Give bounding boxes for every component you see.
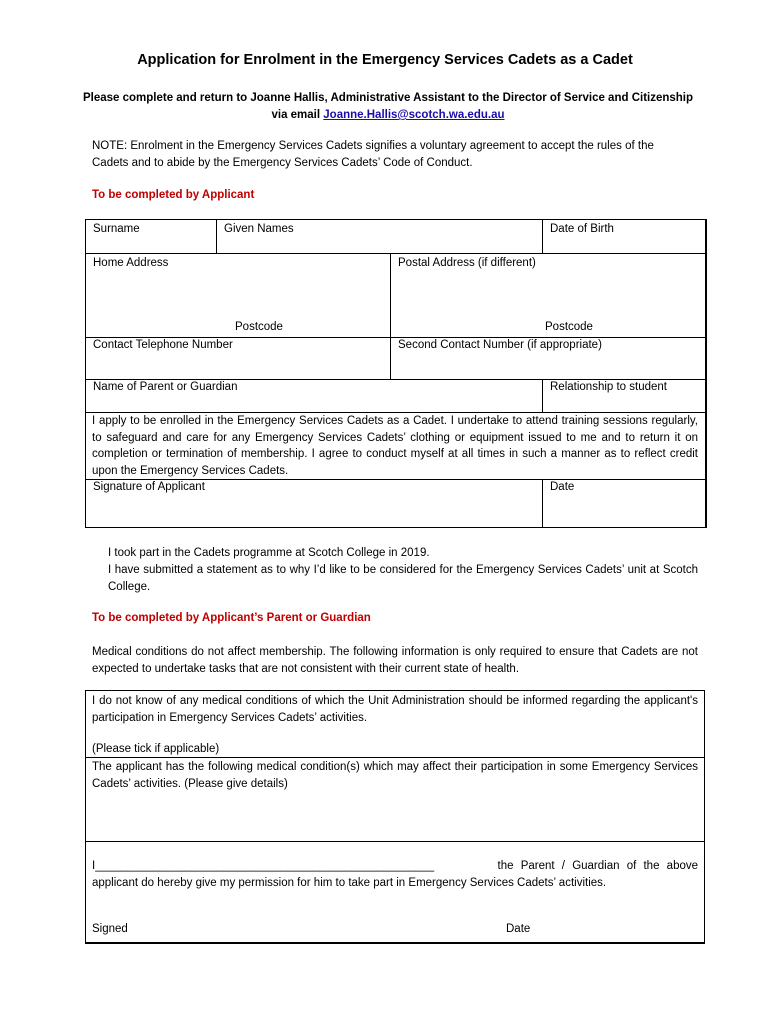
contact-phone-label: Contact Telephone Number — [93, 339, 233, 351]
no-conditions-cell[interactable] — [85, 690, 705, 758]
given-names-cell[interactable] — [216, 219, 543, 254]
home-postcode-label: Postcode — [235, 321, 283, 333]
surname-label: Surname — [93, 223, 140, 235]
relationship-label: Relationship to student — [550, 381, 667, 393]
dob-cell[interactable] — [542, 219, 707, 254]
permission-cell — [85, 841, 705, 944]
relationship-cell[interactable] — [542, 379, 707, 413]
permission-suffix: the Parent / Guardian of the above — [497, 860, 698, 872]
parent-signed-label: Signed — [92, 923, 128, 935]
applicant-section-heading: To be completed by Applicant — [92, 189, 255, 201]
postal-address-label: Postal Address (if different) — [398, 257, 536, 269]
checkbox-statement[interactable] — [108, 562, 698, 595]
medical-intro: Medical conditions do not affect membership. The following information is only required to ensure that Cadets are not expected to undertake tasks that are not consistent with their current state of health. — [92, 646, 698, 675]
tick-note: (Please tick if applicable) — [92, 743, 220, 755]
parent-table — [85, 690, 705, 943]
contact-phone-cell[interactable] — [85, 337, 391, 380]
has-conditions-text: The applicant has the following medical condition(s) which may affect their participation in some Emergency Services Cadets’ activities. (Please give details) — [92, 761, 698, 790]
declaration-cell — [85, 412, 707, 480]
declaration-text: I apply to be enrolled in the Emergency Services Cadets as a Cadet. I undertake to attend training sessions regularly, to safeguard and care for any Emergency Services Cadets’ clothing or equipment issued to me and to return it on completion or termination of membership. I agree to conduct myself at all times in such a manner as to reflect credit upon the Emergency Services Cadets. — [92, 415, 698, 477]
instructions-text: Please complete and return to Joanne Hallis, Administrative Assistant to the Director of Service and Citizenship via email — [82, 92, 694, 121]
parent-section-heading: To be completed by Applicant’s Parent or Guardian — [92, 612, 371, 624]
postal-postcode-label: Postcode — [545, 321, 593, 333]
parent-name-label: Name of Parent or Guardian — [93, 381, 238, 393]
page-title: Application for Enrolment in the Emergency Services Cadets as a Cadet — [137, 52, 633, 68]
second-contact-cell[interactable] — [390, 337, 707, 380]
signature-cell[interactable] — [85, 479, 543, 528]
has-conditions-cell[interactable] — [85, 757, 705, 842]
checkbox-cadets-2019[interactable] — [108, 545, 698, 562]
signature-date-label: Date — [550, 481, 575, 493]
given-names-label: Given Names — [224, 223, 294, 235]
checkbox-cadets-2019-label: I took part in the Cadets programme at Scotch College in 2019. — [108, 547, 430, 559]
signature-label: Signature of Applicant — [93, 481, 205, 493]
email-link[interactable]: Joanne.Hallis@scotch.wa.edu.au — [323, 109, 505, 121]
second-contact-label: Second Contact Number (if appropriate) — [398, 339, 602, 351]
home-address-label: Home Address — [93, 257, 169, 269]
postal-address-cell[interactable] — [390, 253, 707, 338]
parent-date-label: Date — [506, 923, 531, 935]
permission-line2: applicant do hereby give my permission for him to take part in Emergency Services Cadets’ activities. — [92, 877, 607, 889]
dob-label: Date of Birth — [550, 223, 614, 235]
surname-cell[interactable] — [85, 219, 217, 254]
no-conditions-text: I do not know of any medical conditions of which the Unit Administration should be informed regarding the applicant's participation in Emergency Services Cadets’ activities. — [92, 695, 698, 724]
enrolment-note: NOTE: Enrolment in the Emergency Services Cadets signifies a voluntary agreement to accept the rules of the Cadets and to abide by the Emergency Services Cadets’ Code of Conduct. — [92, 140, 654, 169]
parent-name-cell[interactable] — [85, 379, 543, 413]
home-address-cell[interactable] — [85, 253, 391, 338]
instructions — [80, 90, 696, 124]
applicant-table — [85, 219, 706, 528]
checkbox-statement-label: I have submitted a statement as to why I’d like to be considered for the Emergency Services Cadets’ unit at Scotch College. — [108, 564, 698, 593]
signature-date-cell[interactable] — [542, 479, 707, 528]
permission-line1 — [92, 858, 698, 875]
permission-name-line[interactable]: I_____________________________________________________ — [92, 860, 435, 872]
